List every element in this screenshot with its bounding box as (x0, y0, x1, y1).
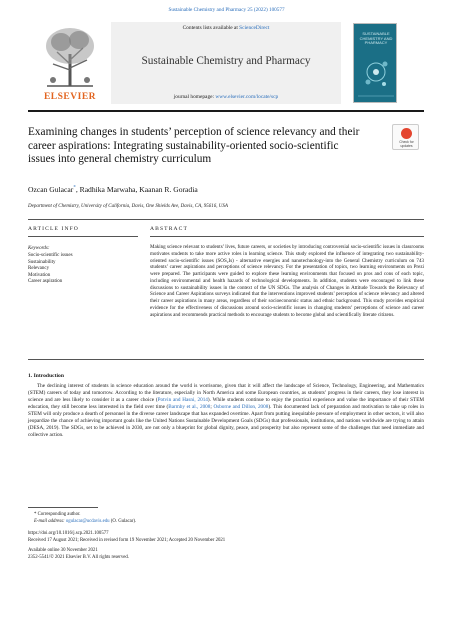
cover-title: SUSTAINABLE CHEMISTRY AND PHARMACY (359, 31, 393, 46)
check-updates-icon (401, 128, 412, 139)
abstract-rule (150, 236, 424, 237)
journal-citation-link[interactable]: Sustainable Chemistry and Pharmacy 25 (2022) 100577 (168, 7, 285, 13)
keywords-label: Keywords: (28, 246, 50, 251)
journal-banner (111, 22, 341, 104)
homepage-link[interactable]: www.elsevier.com/locate/scp (215, 94, 279, 100)
info-rule (28, 236, 138, 237)
article-info-heading: ARTICLE INFO (28, 226, 79, 232)
author-list (28, 185, 198, 194)
issn-copyright: 2352-5541/© 2021 Elsevier B.V. All rights reserved. (28, 555, 129, 560)
check-for-updates-button[interactable] (392, 124, 419, 150)
journal-cover[interactable] (353, 23, 397, 103)
introduction-paragraph: The declining interest of students in science education around the world is worrisome, given that it will affect the landscape of Science, Technology, Engineering, and Mathematics (STEM) careers of today and tomorrow. According to the literature, especially in North America and some European countries, as students’ progress in their careers, they lose interest in science and are less likely to consider it as a career choice (Potvin and Hasni, 2014). While students continue to enjoy the practical experience and value the importance of their STEM education, they still become less interested in the field over time (Barmby et al., 2008; Osborne and Dillon, 2008). This documented lack of preparation and motivation to take up roles in STEM will only produce a dearth of personnel in the diverse career landscape that has expanded overtime. Apart from putting inequitable pressure of employment in other sectors, it will also jeopardize the chance of achieving important goals like the United Nations Sustainable Development Goals (SDGs) that professionals, institutions, and nations worldwide are trying to attain (DESA, 2019). The SDGs, set to be achieved in 2030, are not only a blueprint for global dignity, peace, and prosperity but also represent some of the challenges that need immediate and collective action. (28, 383, 424, 439)
keyword-item: Relevancy (28, 266, 50, 271)
journal-name[interactable]: Sustainable Chemistry and Pharmacy (141, 55, 311, 67)
elsevier-tree-icon (41, 24, 99, 90)
doi-link[interactable]: https://doi.org/10.1016/j.scp.2021.100577 (28, 531, 109, 536)
journal-masthead (41, 18, 413, 108)
received-dates: Received 17 August 2021; Received in revised form 19 November 2021; Accepted 20 November 2021 (28, 538, 226, 543)
masthead-rule (28, 110, 424, 112)
citation-link[interactable]: Potvin and Hasni, 2014 (157, 397, 208, 404)
affiliation-rule (28, 219, 424, 220)
abstract-heading: ABSTRACT (150, 226, 189, 232)
keyword-item: Sustainability (28, 259, 56, 265)
corresponding-author-mark[interactable]: * (73, 185, 76, 191)
publisher-name: ELSEVIER (43, 92, 97, 102)
author-name[interactable]: Ozcan Gulacar (28, 185, 74, 194)
email-line: E-mail address: ogulacar@ucdavis.edu (O. Gulacar). (34, 519, 137, 524)
elsevier-logo[interactable] (41, 24, 99, 102)
available-online: Available online 30 November 2021 (28, 548, 98, 553)
introduction-heading: 1. Introduction (28, 373, 64, 379)
corresponding-note: * Corresponding author. (34, 512, 81, 517)
citation-link[interactable]: Barmby et al., 2008 (168, 404, 211, 411)
homepage-line: journal homepage: www.elsevier.com/locate/scp (173, 94, 279, 100)
abstract-end-rule (28, 359, 424, 360)
cover-molecule-icon (354, 24, 398, 104)
citation-link[interactable]: Osborne and Dillon, 2008 (213, 404, 269, 411)
affiliation: Department of Chemistry, University of California, Davis, One Shields Ave, Davis, CA, 95616, USA (28, 204, 228, 209)
footnote-rule (28, 507, 98, 508)
sciencedirect-link[interactable]: ScienceDirect (239, 25, 270, 31)
check-updates-label: Check for updates (399, 140, 414, 148)
keyword-item: Motivation (28, 272, 51, 278)
contents-line: Contents lists available at ScienceDirect (182, 25, 270, 31)
abstract-text: Making science relevant to students’ lives, future careers, or societies by introducing controversial socio-scientific issues in classrooms motivates students to take more active roles in learning science. This study explored the influence of integrating two sustainability-oriented socio-scientific issues (SOS₂Is) - alternative energies and nanotechnology-into the General Chemistry curriculum on 743 students’ career aspirations and perceptions of science relevancy. For the presentation of topics, two learning environments on Prezi were prepared. The participants were guided to explore these learning environments that focused on pros and cons of each topic, including environmental and health hazards of technological developments. In addition, students were encouraged to link these discussions to sustainability issues in the context of the UN SDGs. The analysis of Changes in Attitude Towards the Relevancy of Science and Career Aspirations surveys indicated that the interventions improved students’ perception of science relevancy and altered their career aspirations in many areas, regardless of their socioeconomic status and ethnic background. This study provides empirical evidence for the effectiveness of discussions around socio-scientific issues in changing students’ perceptions of science and career aspirations and recommends practical methods to encourage students to become global and scientifically literate citizens. (150, 244, 424, 318)
email-link[interactable]: ogulacar@ucdavis.edu (65, 519, 110, 524)
article-title: Examining changes in students’ perception of science relevancy and their career aspirations: Integrating sustainability-oriented socio-scientific issues into general chemistry curriculum (28, 126, 360, 166)
keyword-item: Socio-scientific issues (28, 253, 73, 258)
keyword-item: Career aspiration (28, 279, 63, 284)
other-authors: , Radhika Marwaha, Kaanan R. Goradia (75, 185, 198, 194)
